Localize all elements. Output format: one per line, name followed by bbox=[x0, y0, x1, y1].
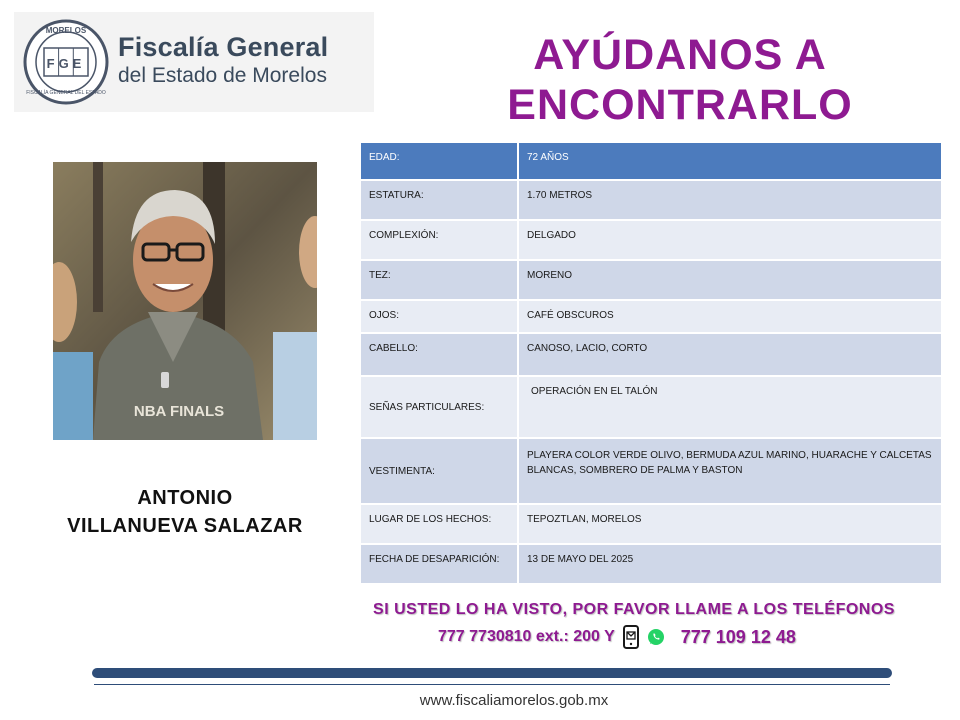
detail-label: COMPLEXIÓN: bbox=[360, 220, 518, 260]
headline-line-2: ENCONTRARLO bbox=[507, 81, 853, 129]
detail-label: VESTIMENTA: bbox=[360, 438, 518, 504]
seal-center-text: FGE bbox=[46, 56, 86, 71]
agency-title: Fiscalía General bbox=[118, 32, 329, 62]
agency-subtitle: del Estado de Morelos bbox=[118, 64, 327, 87]
detail-label: ESTATURA: bbox=[360, 180, 518, 220]
detail-label: LUGAR DE LOS HECHOS: bbox=[360, 504, 518, 544]
table-row bbox=[360, 376, 942, 438]
details-table bbox=[359, 141, 943, 585]
person-last-names: VILLANUEVA SALAZAR bbox=[67, 515, 303, 537]
table-row bbox=[360, 300, 942, 333]
phone-number-1[interactable]: 777 7730810 ext.: 200 Y bbox=[438, 628, 615, 645]
agency-logo bbox=[14, 12, 374, 112]
table-row bbox=[360, 260, 942, 300]
detail-value: PLAYERA COLOR VERDE OLIVO, BERMUDA AZUL MARINO, HUARACHE Y CALCETAS BLANCAS, SOMBRERO DE PALMA Y BASTON bbox=[518, 438, 942, 504]
headline-line-1: AYÚDANOS A bbox=[533, 31, 827, 79]
detail-value: TEPOZTLAN, MORELOS bbox=[518, 504, 942, 544]
detail-value: CAFÉ OBSCUROS bbox=[518, 300, 942, 333]
seal-top-text: MORELOS bbox=[45, 26, 87, 35]
person-first-name: ANTONIO bbox=[137, 487, 233, 509]
missing-person-photo bbox=[53, 162, 317, 440]
table-row bbox=[360, 544, 942, 584]
detail-label: CABELLO: bbox=[360, 333, 518, 376]
detail-label: SEÑAS PARTICULARES: bbox=[360, 376, 518, 438]
fge-seal-icon bbox=[20, 18, 112, 106]
phone-number-2[interactable]: 777 109 12 48 bbox=[680, 626, 796, 647]
detail-label: OJOS: bbox=[360, 300, 518, 333]
detail-value: 13 DE MAYO DEL 2025 bbox=[518, 544, 942, 584]
footer-divider-thin bbox=[94, 684, 890, 685]
detail-value: MORENO bbox=[518, 260, 942, 300]
shirt-text: NBA FINALS bbox=[133, 403, 225, 420]
whatsapp-icon bbox=[647, 628, 665, 646]
table-row bbox=[360, 180, 942, 220]
headline bbox=[470, 30, 890, 130]
table-row bbox=[360, 504, 942, 544]
detail-value: CANOSO, LACIO, CORTO bbox=[518, 333, 942, 376]
person-name bbox=[40, 484, 330, 540]
detail-value: 1.70 METROS bbox=[518, 180, 942, 220]
website-link[interactable]: www.fiscaliamorelos.gob.mx bbox=[419, 692, 609, 709]
detail-label: FECHA DE DESAPARICIÓN: bbox=[360, 544, 518, 584]
footer-divider-thick bbox=[92, 668, 892, 678]
detail-label: TEZ: bbox=[360, 260, 518, 300]
detail-value: 72 AÑOS bbox=[518, 142, 942, 180]
cellphone-icon bbox=[623, 625, 639, 649]
detail-label: EDAD: bbox=[360, 142, 518, 180]
detail-value: DELGADO bbox=[518, 220, 942, 260]
detail-value: OPERACIÓN EN EL TALÓN bbox=[518, 376, 942, 438]
table-row bbox=[360, 438, 942, 504]
table-row bbox=[360, 333, 942, 376]
seal-ring-text: FISCALÍA GENERAL DEL ESTADO bbox=[26, 90, 106, 96]
table-row bbox=[360, 220, 942, 260]
table-row bbox=[360, 142, 942, 180]
person-photo-illustration bbox=[53, 162, 317, 440]
phone-numbers bbox=[438, 624, 796, 650]
call-to-action: SI USTED LO HA VISTO, POR FAVOR LLAME A LOS TELÉFONOS bbox=[373, 601, 895, 618]
